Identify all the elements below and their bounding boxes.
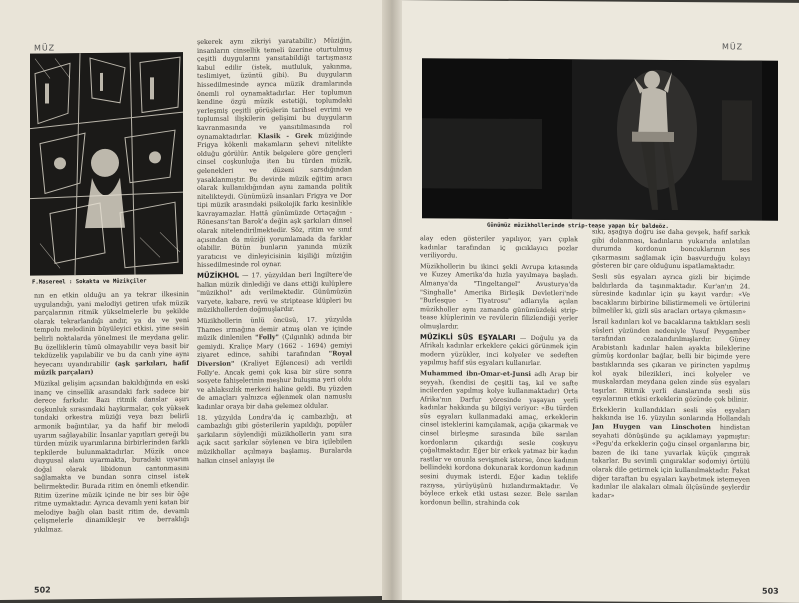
paragraph: Müzikhollerin bu ikinci şekli Avrupa kıtasında ve Kuzey Amerika'da hızla yayılmaya başladı. Almanya'da "Tingeltangel" Avusturya'da "Singhalle" Amerika Birleşik Devletleri'nde "Burlesque - Tiyatrosu" adlarıyla açılan müzikholler aynı zamanda günümüzdeki strip-tease klüplerinin ve revülerin filizlendiği yerler olmuşlardır. bbox=[420, 261, 578, 331]
left-column-2 bbox=[197, 36, 352, 593]
paragraph: Sesli süs eşyaları ayrıca gizli bir biçimde baldırlarda da taşınmaktadır. Kur'an'ın 24. süresinde kadınlar için şu kayıt vardır: «Ve bacaklarını birbirine bilistirmemeli ve örtülerini bilmeliler ki, gizli süs aracları ortaya çıkmasın» bbox=[592, 272, 750, 316]
paragraph: Müzikhollerin ünlü öncüsü, 17. yüzyılda Thames ırmağına demir atmış olan ve içinde müzik dinlenilen "Folly" (Çılgınlık) adında bir gemiydi. Kraliçe Mary (1662 - 1694) gemiyi ziyaret edince, sahibi tarafından "Royal Diversion" (Kraliyet Eğlencesi) adı verildi Folly'e. Ancak gemi çok kısa bir süre sonra sosyete fahişelerinin meşhur buluşma yeri oldu ve ahlaksızlık merkezi haline geldi. Bu yüzden de amaçları yalnızca eğlenmek olan namuslu kadınlar oraya bir daha gelemez oldular. bbox=[197, 315, 352, 411]
photo-caption: Günümüz müzikhollerinde strip-tease yapan bir baldeöz. bbox=[487, 222, 669, 230]
left-page-number: 502 bbox=[34, 585, 51, 595]
paragraph: İsrail kadınları kol ve bacaklarına taktıkları sesli süsleri yüzünden nedeniyle Yusuf Peygamber tarafından cezalandırılmışlardır. Güney Arabistanlı kadınlar halen ayakta bileklerine gümüş kordonlar bağlar, belli bir biçimde yere bastıklarında ses çıkaran ve pirincten yapılmış kol ayak bilezikleri, inci kolyeler ve muskalardan meydana gelen zinde süs eşyaları taşırlar. Ritmik yerli danslarında sesli süs eşyalarının etkisi erkeklerin gözünde çok bilinir. bbox=[592, 317, 750, 404]
stage-photograph bbox=[422, 58, 778, 220]
paragraph: Müzikal gelişim açısından bakıldığında en eski inanç ve cinsellik arasındaki fark sadece bir derece farkıdır. Bazı ritmik danslar aşırı coşkunluk sırasındaki haykırmalar, çok yüksek tondaki orkestra müziği veya bazı belirli armonik bağıntılar, ya da hafif bir melodi uyarım sağlayabilir. İnsanlar yapıtları gereği bu türden müzik uyarımlarına birbirlerinden farklı tepkilerde bulunmaktadırlar. Müzik once duygusal alanı uyarmakta, buradaki uyarım doğal olarak libidonun cantonmasını sağlamakta ve bundan sonra cinsel istek belirmektedir. Burada ritim en önemli etkendir. Ritim üzerine müzik içinde ne bir ses bir öğe ritme uymaktadır. Ayrıca devamlı yeni katan bir melodiye bağlı olan basit ritim de, devamlı çelişmelerle dinamikleşir ve berraklığı yıkılmaz. bbox=[34, 377, 189, 534]
left-running-header: MÜZ bbox=[34, 43, 56, 53]
woodcut-artwork bbox=[30, 52, 183, 276]
author-name: Jan Huygen van Linschoten bbox=[592, 422, 711, 432]
left-page bbox=[0, 0, 392, 600]
paragraph: 18. yüzyılda Londra'da iç cambazlığı, at cambazlığı gibi gösterilerin yapıldığı, popüler şarkıların söylendiği müzikhollerin yanı sıra açık sacıt şarkılar söylenen ve bira içilebilen müzikhollar açılmaya başlamış. Buralarda halkın cinsel anlayışı ile bbox=[197, 411, 352, 465]
right-column-2 bbox=[592, 227, 750, 588]
paragraph: Erkeklerin kullandıkları sesli süs eşyaları hakkında ise 16. yüzyılın sonlarında Hollandalı Jan Huygen van Linschoten hindistan seyahati dönüşünde şu açıklamayı yapmıştır: «Pegu'da erkeklerin çoğu cinsel organlarına bir, bazen de iki tane yuvarlak küçük çıngırak takarlar. Bu sevimli çıngıraklar sodomiyi örtülü olarak dile getirmek için kullanılmaktadır. Fakat diğer taraftan bu eşyaları kaybetmek istemeyen kadınlar ile alakaları olmalı ölçüsünde şeylerdir kadar» bbox=[592, 405, 750, 500]
author-name: Muhammed ibn-Omar-et-Junsi bbox=[420, 369, 531, 378]
paragraph: nın en etkin olduğu an ya tekrar ilkesinin uygulandığı, yani melodiyi getiren ufak müzik parçalarının ritmik yükselmelerle bu şekilde olarak tekrarlandığı andır, ya da ve yeni tempolu melodinin büyüleyici etkisi, yine sesin belirli noktalarda yönelmesi ile meydana gelir. Bu özelliklerin tümü olmayabilir veya basit bir tekdüzelik yapılabilir ve bu da canlı yine aynı heyecanı uyandırabilir (aşk şarkıları, hafif müzik parçaları) bbox=[34, 290, 189, 377]
paragraph: Muhammed ibn-Omar-et-Junsi adlı Arap bir seyyah, (kendisi de çeşitli taş, kıl ve safte incilerden yapılmış kolye kullanmaktadır) Orta Afrika'nın Darfur yöresinde yaşayan yerli kadınlar hakkında şu bilgiyi veriyor: «Bu türden süs eşyaları kullanmadaki amaç, erkeklerin cinsel isteklerini kamçılamak, açığa çıkarmak ve cinsel birleşme sırasında bile sarılan kordonların çıkardığı sesle coşkuyu çoğaltmaktadır. Eğer bir erkek yatmaz bir kadın rastlar ve onunla sevişmek isterse, önce kadının bellindeki kordona dokunarak kordonun kadının sesini duymak isterdi. Eğer kadın teklife razıysa, yürüyüşünü hızlandırmaktadır. Ve böylece erkek etki ustası sezer. Bele sarılan kordonun bellin, strahinda cok bbox=[420, 369, 578, 507]
right-page-number: 503 bbox=[762, 586, 779, 596]
paragraph: MÜZİKLİ SÜS EŞYALARI — Doğulu ya da Afrikalı kadınlar erkeklere çekici görünmek için modern yüzükler, inci kolyeler ve sedeften yapılmış hafif süs eşyaları kullanırlar. bbox=[420, 332, 578, 368]
emphasis-text: (aşk şarkıları, hafif müzik parçaları) bbox=[34, 358, 189, 377]
paragraph: sıkı, aşağıya doğru ise daha gevşek, hafif sarkık gibi dolanması, kadınların yukarıda anlatılan durumda kordonun boncuklarının ses çıkarmasını sağlamak için basvurduğu kolayı gösteren bir çare olduğunu ispatlamaktadır. bbox=[592, 227, 750, 271]
right-column-1 bbox=[420, 234, 578, 590]
paragraph: MÜZİKHOL — 17. yüzyıldan beri İngiltere'de halkın müzik dinlediği ve dans ettiği kulüplere "müzikhol" adı verilmektedir. Günümüzün varyete, kabare, revü ve striptease klüpleri bu müzikhollerden doğmuşlardır. bbox=[197, 270, 352, 315]
term-highlight: Klasik - Grek bbox=[257, 131, 313, 140]
paragraph: alay eden gösteriler yapılıyor, yarı çıplak kadınlar tarafından iç gıcıklayıcı pozlar veriliyordu. bbox=[420, 234, 578, 260]
woodcut-illustration bbox=[30, 52, 183, 276]
right-page bbox=[392, 0, 799, 603]
book-spine bbox=[382, 0, 402, 600]
stage-photo-artwork bbox=[422, 58, 778, 220]
woodcut-caption: F.Masereel : Sokakta ve Müzikçiler bbox=[32, 278, 147, 286]
left-column-1 bbox=[34, 290, 189, 595]
paragraph: şekerek aynı zikriyi yaratabilir.) Müziğin, insanların cinsellik temeli üzerine oturtulmuş çeşitli duygularını yansıtabildiği tartışmasız kabul edilir (istek, mutluluk, yakınma, teslimiyet, üzüntü gibi). Bu duyguların hissedilmesinde ayrıca müzik dramlarında önemli rol oynamaktadırlar. Her toplumun kendine özgü müzik estetiği, toplumdaki yerleşmiş çeşitli görüşlerin tarihsel evrimi ve toplumsal ilişkilerin gelişimi bu duyguların kavranmasında ve yansıtılmasında rol oynamaktadırlar. Klasik - Grek müziğinde Frigya kökenli makamların şehevi nitelikte olduğu görülür. Antik belgelere göre gençleri cinsel coşkunluğa iten bu türden müzik, gelenekleri ve düzeni sarsdığından yasaklanmıştır. Bu devirde müzik eğitim aracı olarak kullanıldığından aynı zamanda politik nitelikteydi. Günümüzü insanları Frigya ve Dor tipi müzik arasındaki psikolojik farkı kesinlikle kavrayamazlar. Hattâ günümüzde Ortaçağın - Rönesans'tan Barok'a değin aşk şarkıları dinsel olarak nitelendirilmektedir. Söz, ritim ve sınıf açısından da müziği yorumlamada da farklar olabilir. Bütün bunların yanında müzik yaratıcısı ve dinleyicisinin kişiliği müziğin hissedilmesinde rol oynar. bbox=[197, 36, 352, 270]
right-running-header: MÜZ bbox=[722, 42, 744, 52]
section-heading-muzikli-sus: MÜZİKLİ SÜS EŞYALARI bbox=[420, 332, 516, 342]
section-heading-muzikhol: MÜZİKHOL bbox=[197, 271, 240, 280]
